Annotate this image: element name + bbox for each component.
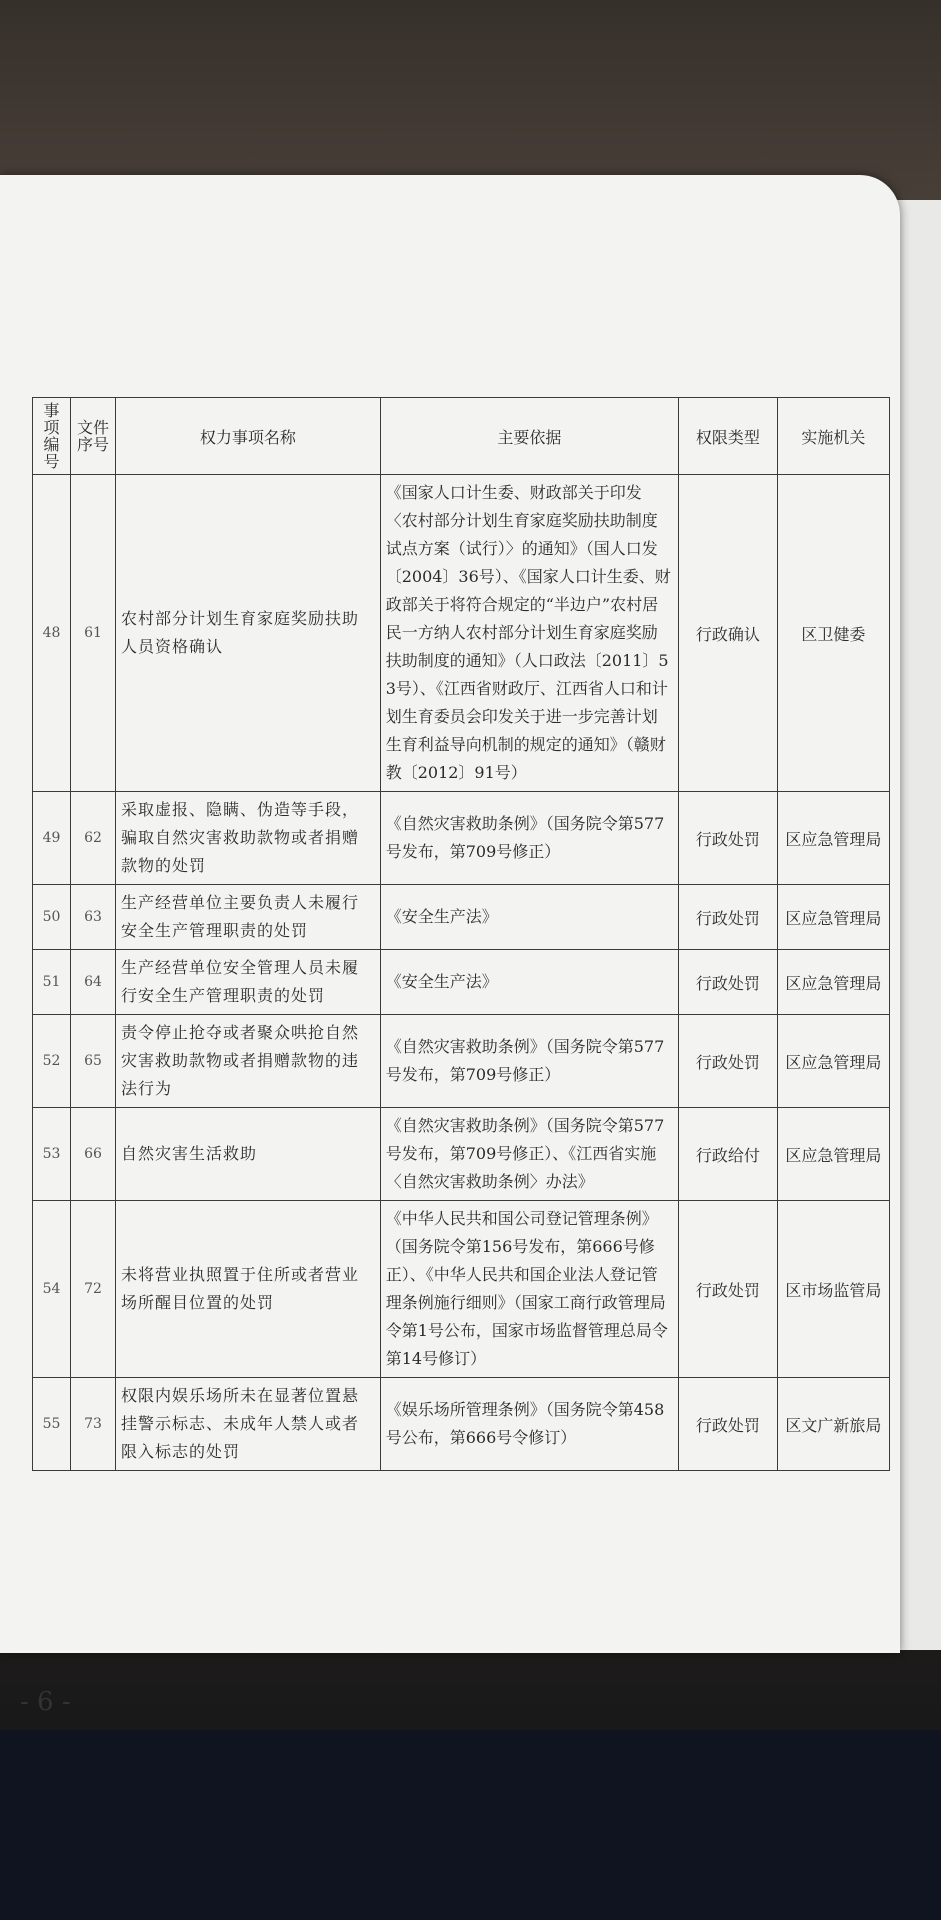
item-agency: 区应急管理局 [777,885,889,950]
item-agency: 区应急管理局 [777,950,889,1015]
page-number: - 6 - [20,1687,71,1717]
item-name: 生产经营单位安全管理人员未履行安全生产管理职责的处罚 [115,950,380,1015]
header-agency: 实施机关 [777,398,889,475]
table-row [33,950,890,1015]
item-agency: 区应急管理局 [777,792,889,885]
item-no: 49 [33,792,71,885]
file-no: 61 [71,475,116,792]
background-fabric [0,1730,941,1920]
table-row [33,1015,890,1108]
item-no: 48 [33,475,71,792]
header-file-no: 文件序号 [71,398,116,475]
header-item-no: 事项编号 [33,398,71,475]
item-name: 未将营业执照置于住所或者营业场所醒目位置的处罚 [115,1201,380,1378]
file-no: 64 [71,950,116,1015]
item-basis: 《自然灾害救助条例》（国务院令第577号发布，第709号修正） [380,792,678,885]
item-type: 行政确认 [679,475,778,792]
item-basis: 《安全生产法》 [380,885,678,950]
table-row [33,1108,890,1201]
item-type: 行政处罚 [679,1201,778,1378]
item-basis: 《国家人口计生委、财政部关于印发〈农村部分计划生育家庭奖励扶助制度试点方案（试行）〉的通知》（国人口发〔2004〕36号）、《国家人口计生委、财政部关于将符合规定的“半边户”农村居民一方纳人农村部分计划生育家庭奖励扶助制度的通知》（人口政法〔2011〕53号）、《江西省财政厅、江西省人口和计划生育委员会印发关于进一步完善计划生育利益导向机制的规定的通知》（赣财教〔2012〕91号） [380,475,678,792]
power-items-table [32,397,890,1471]
table-header-row [33,398,890,475]
item-basis: 《安全生产法》 [380,950,678,1015]
item-agency: 区应急管理局 [777,1015,889,1108]
header-type: 权限类型 [679,398,778,475]
table-row [33,1378,890,1471]
item-type: 行政处罚 [679,885,778,950]
file-no: 62 [71,792,116,885]
item-type: 行政处罚 [679,950,778,1015]
header-basis: 主要依据 [380,398,678,475]
item-basis: 《自然灾害救助条例》（国务院令第577号发布，第709号修正） [380,1015,678,1108]
table-row [33,475,890,792]
table-row [33,1201,890,1378]
item-type: 行政给付 [679,1108,778,1201]
item-basis: 《娱乐场所管理条例》（国务院令第458号公布，第666号令修订） [380,1378,678,1471]
item-name: 责令停止抢夺或者聚众哄抢自然灾害救助款物或者捐赠款物的违法行为 [115,1015,380,1108]
file-no: 72 [71,1201,116,1378]
item-name: 权限内娱乐场所未在显著位置悬挂警示标志、未成年人禁人或者限入标志的处罚 [115,1378,380,1471]
item-agency: 区应急管理局 [777,1108,889,1201]
table-row [33,792,890,885]
file-no: 66 [71,1108,116,1201]
item-type: 行政处罚 [679,792,778,885]
item-no: 50 [33,885,71,950]
item-name: 采取虚报、隐瞒、伪造等手段，骗取自然灾害救助款物或者捐赠款物的处罚 [115,792,380,885]
file-no: 73 [71,1378,116,1471]
item-name: 生产经营单位主要负责人未履行安全生产管理职责的处罚 [115,885,380,950]
document-page [0,175,900,1717]
item-no: 55 [33,1378,71,1471]
item-name: 农村部分计划生育家庭奖励扶助人员资格确认 [115,475,380,792]
item-type: 行政处罚 [679,1015,778,1108]
item-type: 行政处罚 [679,1378,778,1471]
item-no: 54 [33,1201,71,1378]
item-basis: 《中华人民共和国公司登记管理条例》（国务院令第156号发布，第666号修正）、《中华人民共和国企业法人登记管理条例施行细则》（国家工商行政管理局令第1号公布，国家市场监督管理总局令第14号修订） [380,1201,678,1378]
item-no: 53 [33,1108,71,1201]
item-name: 自然灾害生活救助 [115,1108,380,1201]
header-name: 权力事项名称 [115,398,380,475]
item-no: 52 [33,1015,71,1108]
file-no: 65 [71,1015,116,1108]
item-agency: 区卫健委 [777,475,889,792]
file-no: 63 [71,885,116,950]
item-agency: 区文广新旅局 [777,1378,889,1471]
table-row [33,885,890,950]
item-basis: 《自然灾害救助条例》（国务院令第577号发布，第709号修正）、《江西省实施〈自然灾害救助条例〉办法》 [380,1108,678,1201]
item-agency: 区市场监管局 [777,1201,889,1378]
item-no: 51 [33,950,71,1015]
